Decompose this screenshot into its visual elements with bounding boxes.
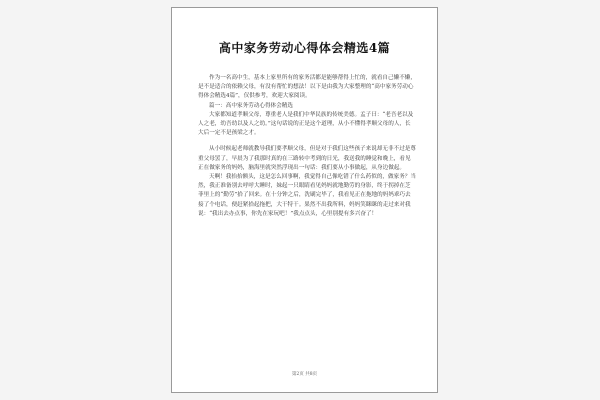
document-body (198, 74, 416, 219)
body-paragraph: 天啊！我抬抬额头，这是怎么回事啊，我觉得自己像吃错了什么药似的，做家务？当然，我正准备别去呼呼大睡时，妹起一只眼睛看见妈妈就地勤劳的身影，终于拐掉在芝菲里上的“勤劳”拾了回来。在十分钟之后，洗刷完毕了，我看见正在拖地的妈妈乖巧去接了个电话，便赶紧拾起拖把，大干特干。果然不出我所料，妈妈笑眯眯的走过来对我说：“我出去办点事，你先在家玩吧！”我点点头，心里别提有多兴奋了！ (198, 174, 416, 217)
document-page (171, 7, 438, 393)
body-paragraph: 从小时候起老师就教导我们要孝顺父母，但是对于我们这些孩子来说却无非不过是尊重父母罢了，早晨为了我那时真的在三路转中考到的日光，我送我的睡觉和晚上，看见正在做家务的妈妈，脑海里就突然浮现出一句话：我们要从小事做起，从身边做起。 (198, 146, 416, 171)
body-paragraph: 大家都知道孝顺父母，尊重老人是我们中华民族的传统美德。孟子曰：“老吾老以及人之老，幼吾幼以及人之幼。”这句话说的正是这个道理，从小不懂得孝顺父母的人，长大后一定不是孩梁之才。 (198, 111, 414, 137)
document-title: 高中家务劳动心得体会精选4篇 (218, 41, 391, 55)
page-number-footer: 第2页 共8页 (291, 372, 318, 377)
intro-paragraph: 作为一名高中生，基本上家里所有的家务活都是能够帮得上忙的，就看自己懒不懒，是不是适合的依赖父母，有没有帮忙的想法！以下是由我为大家整理的“高中家务劳动心得体会精选4篇”，仅供参考，欢迎大家阅读。 (198, 75, 416, 100)
section-heading: 篇一：高中家务劳动心得体会精选 (209, 102, 293, 109)
